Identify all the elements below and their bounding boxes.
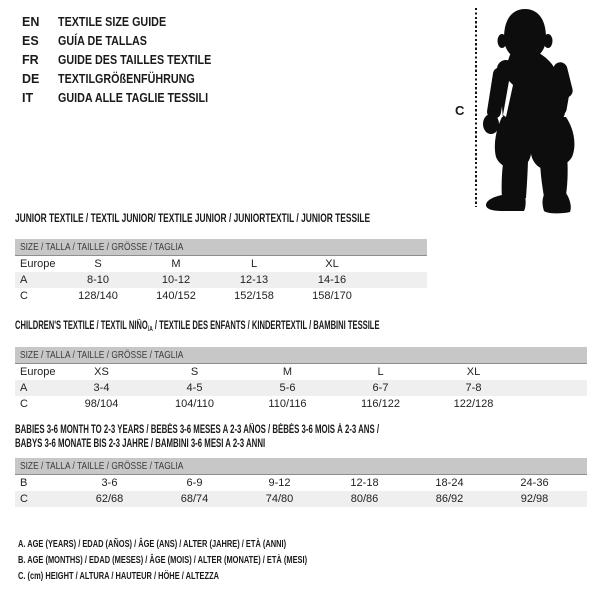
legend-note-a-text: A. AGE (YEARS) / EDAD (AÑOS) / ÂGE (ANS) / ALTER (JAHRE) / ETÀ (ANNI) xyxy=(18,538,287,550)
language-code: IT xyxy=(22,90,34,105)
age-cell: 4-5 xyxy=(186,382,203,394)
junior-table-title-text: JUNIOR TEXTILE / TEXTIL JUNIOR/ TEXTILE JUNIOR / JUNIORTEXTIL / JUNIOR TESSILE xyxy=(15,213,371,225)
junior-size-table xyxy=(15,212,427,304)
babies-size-table xyxy=(15,423,587,507)
size-cell: M xyxy=(171,258,181,270)
legend-note-c xyxy=(18,568,425,584)
table-row-height xyxy=(15,396,587,412)
height-cell: 122/128 xyxy=(453,398,494,410)
table-row-height xyxy=(15,288,427,304)
language-code: FR xyxy=(22,52,39,67)
size-header-band xyxy=(15,347,587,364)
babies-table-title xyxy=(15,423,587,451)
height-cell: 74/80 xyxy=(265,493,294,505)
size-header-band xyxy=(15,458,587,475)
toddler-silhouette-icon xyxy=(478,5,598,215)
height-cell: 68/74 xyxy=(180,493,209,505)
months-cell: 3-6 xyxy=(101,477,118,489)
age-cell: 3-4 xyxy=(93,382,110,394)
language-code: ES xyxy=(22,33,39,48)
months-cell: 18-24 xyxy=(435,477,464,489)
language-row-en xyxy=(22,12,236,31)
height-cell: 128/140 xyxy=(78,290,118,302)
row-label: A xyxy=(20,274,28,286)
row-label: Europe xyxy=(20,366,56,378)
size-header-label: SIZE / TALLA / TAILLE / GRÖSSE / TAGLIA xyxy=(20,460,184,472)
size-cell: XS xyxy=(94,366,109,378)
children-table-title-text xyxy=(15,319,380,336)
row-label: Europe xyxy=(20,258,56,270)
months-cell: 9-12 xyxy=(268,477,291,489)
age-cell: 8-10 xyxy=(86,274,110,286)
language-title-list xyxy=(22,12,236,107)
table-row-europe xyxy=(15,364,587,380)
height-cell: 116/122 xyxy=(361,398,400,410)
row-label: B xyxy=(20,477,28,489)
height-cell: 152/158 xyxy=(234,290,274,302)
language-title: TEXTILE SIZE GUIDE xyxy=(58,14,167,29)
age-cell: 5-6 xyxy=(279,382,296,394)
table-row-months xyxy=(15,475,587,491)
babies-title-line2: BABYS 3-6 MONATE BIS 2-3 JAHRE / BAMBINI 3-6 MESI A 2-3 ANNI xyxy=(15,438,266,450)
table-row-age xyxy=(15,272,427,288)
legend-note-b-text: B. AGE (MONTHS) / EDAD (MESES) / ÂGE (MOIS) / ALTER (MONATE) / ETÀ (MESI) xyxy=(18,554,308,566)
babies-title-line1: BABIES 3-6 MONTH TO 2-3 YEARS / BEBÉS 3-6 MESES A 2-3 AÑOS / BÉBÉS 3-6 MOIS À 2-3 ANS / xyxy=(15,424,380,436)
size-header-band xyxy=(15,239,427,256)
children-title-prefix: CHILDREN'S TEXTILE / TEXTIL NIÑO xyxy=(15,320,148,332)
age-cell: 6-7 xyxy=(372,382,389,394)
children-title-suffix: / TEXTILE DES ENFANTS / KINDERTEXTIL / BAMBINI TESSILE xyxy=(152,320,380,332)
height-cell: 110/116 xyxy=(268,398,307,410)
legend-note-c-text: C. (cm) HEIGHT / ALTURA / HAUTEUR / HÖHE / ALTEZZA xyxy=(18,570,220,582)
size-cell: L xyxy=(250,258,258,270)
height-cell: 98/104 xyxy=(84,398,119,410)
legend-notes xyxy=(18,536,425,584)
months-cell: 12-18 xyxy=(350,477,379,489)
size-cell: S xyxy=(94,258,102,270)
months-cell: 24-36 xyxy=(520,477,549,489)
row-label: C xyxy=(20,493,28,505)
row-label: C xyxy=(20,398,28,410)
size-header-label: SIZE / TALLA / TAILLE / GRÖSSE / TAGLIA xyxy=(20,241,184,253)
age-cell: 14-16 xyxy=(317,274,347,286)
size-cell: S xyxy=(190,366,199,378)
months-cell: 6-9 xyxy=(186,477,203,489)
height-cell: 86/92 xyxy=(435,493,464,505)
size-cell: L xyxy=(377,366,384,378)
height-cell: 140/152 xyxy=(156,290,196,302)
row-label: C xyxy=(20,290,28,302)
age-cell: 10-12 xyxy=(161,274,191,286)
language-row-es xyxy=(22,31,236,50)
legend-note-b xyxy=(18,552,425,568)
children-size-table xyxy=(15,319,587,412)
age-cell: 12-13 xyxy=(239,274,269,286)
height-cell: 62/68 xyxy=(95,493,124,505)
age-cell: 7-8 xyxy=(465,382,482,394)
language-row-de xyxy=(22,69,236,88)
height-cell: 158/170 xyxy=(312,290,352,302)
junior-table-title xyxy=(15,212,427,226)
language-title: GUÍA DE TALLAS xyxy=(58,33,147,48)
size-cell: M xyxy=(282,366,293,378)
language-row-it xyxy=(22,88,236,107)
height-measure-label: C xyxy=(455,103,465,118)
size-cell: XL xyxy=(466,366,481,378)
size-header-label: SIZE / TALLA / TAILLE / GRÖSSE / TAGLIA xyxy=(20,349,184,361)
size-cell: XL xyxy=(325,258,339,270)
language-title: TEXTILGRÖßENFÜHRUNG xyxy=(58,71,195,86)
table-row-height xyxy=(15,491,587,507)
legend-note-a xyxy=(18,536,425,552)
row-label: A xyxy=(20,382,28,394)
language-code: EN xyxy=(22,14,40,29)
children-table-title xyxy=(15,319,587,336)
height-cell: 104/110 xyxy=(175,398,214,410)
height-measure-dashed-line xyxy=(475,8,477,207)
language-row-fr xyxy=(22,50,236,69)
language-code: DE xyxy=(22,71,40,86)
height-cell: 80/86 xyxy=(350,493,379,505)
table-row-europe xyxy=(15,256,427,272)
height-cell: 92/98 xyxy=(520,493,549,505)
language-title: GUIDA ALLE TAGLIE TESSILI xyxy=(58,90,209,105)
children-title-subscript: /A xyxy=(147,324,153,333)
table-row-age xyxy=(15,380,587,396)
language-title: GUIDE DES TAILLES TEXTILE xyxy=(58,52,212,67)
